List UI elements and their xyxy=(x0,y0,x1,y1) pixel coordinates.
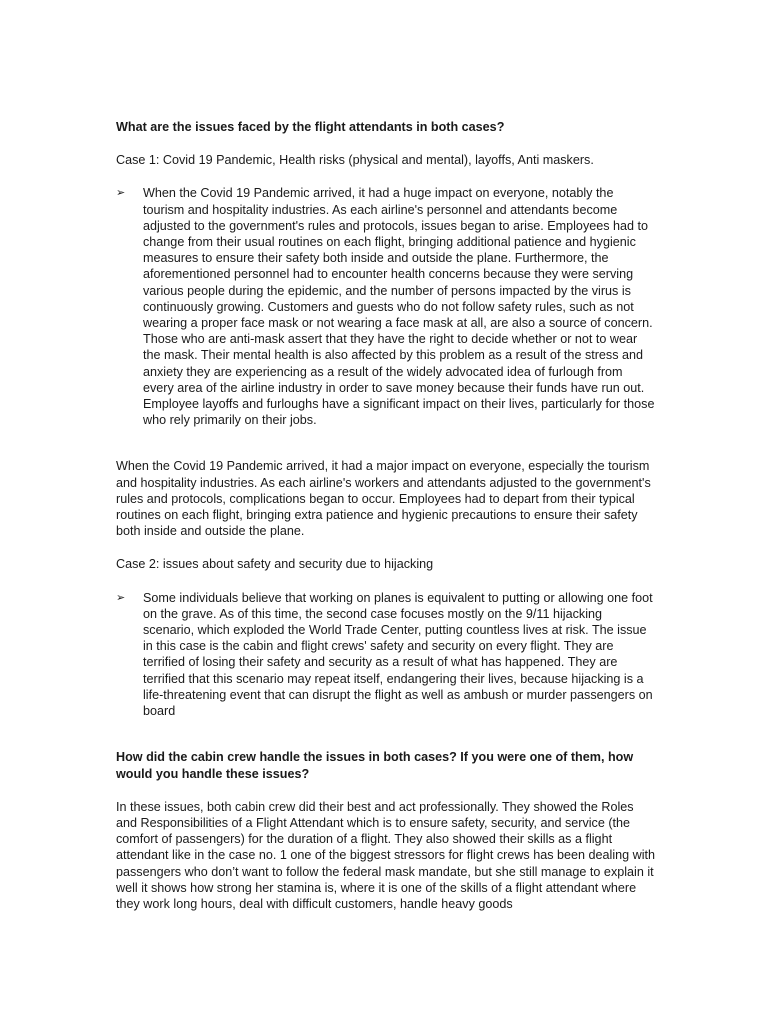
question-1-heading: What are the issues faced by the flight attendants in both cases? xyxy=(116,120,505,134)
arrow-bullet-icon: ➢ xyxy=(116,590,126,604)
document-page xyxy=(116,119,656,912)
question-2-paragraph: In these issues, both cabin crew did their best and act professionally. They showed the Roles and Responsibilities of a Flight Attendant which is to ensure safety, security, and service (the comfort of passengers) for the duration of a flight. They also showed their skills as a flight attendant like in the case no. 1 one of the biggest stressors for flight crews has been dealing with passengers who don’t want to follow the federal mask mandate, but she still manage to explain it well it shows how strong her stamina is, where it is one of the skills of a flight attendant where they work long hours, deal with difficult customers, handle heavy goods xyxy=(116,799,656,911)
case-2-bullet-text: Some individuals believe that working on planes is equivalent to putting or allowing one foot on the grave. As of this time, the second case focuses mostly on the 9/11 hijacking scenario, which exploded the World Trade Center, putting countless lives at risk. The issue in this case is the cabin and flight crews' safety and security on every flight. They are terrified of losing their safety and security as a result of what has happened. They are terrified that this scenario may repeat itself, endangering their lives, because hijacking is a life-threatening event that can disrupt the flight as well as ambush or murder passengers on board xyxy=(143,590,653,719)
case-1-bullet-item xyxy=(116,185,656,428)
case-1-label: Case 1: Covid 19 Pandemic, Health risks (physical and mental), layoffs, Anti maskers. xyxy=(116,153,594,168)
arrow-bullet-icon: ➢ xyxy=(116,186,126,200)
question-2-heading: How did the cabin crew handle the issues in both cases? If you were one of them, how would you handle these issues? xyxy=(116,750,634,781)
case-2-bullet-item xyxy=(116,590,656,720)
case-2-label: Case 2: issues about safety and security due to hijacking xyxy=(116,557,434,572)
case-1-paragraph: When the Covid 19 Pandemic arrived, it had a major impact on everyone, especially the tourism and hospitality industries. As each airline's workers and attendants adjusted to the government's rules and protocols, complications began to occur. Employees had to depart from their typical routines on each flight, bringing extra patience and hygienic precautions to ensure their safety both inside and outside the plane. xyxy=(116,459,651,539)
case-1-bullet-text: When the Covid 19 Pandemic arrived, it had a huge impact on everyone, notably the tourism and hospitality industries. As each airline's personnel and attendants become adjusted to the government's rules and protocols, issues began to arise. Employees had to change from their usual routines on each flight, bringing additional patience and hygienic measures to ensure their safety both inside and outside the plane. Furthermore, the aforementioned personnel had to encounter health concerns because they were serving various people during the epidemic, and the number of persons impacted by the virus is continuously growing. Customers and guests who do not follow safety rules, such as not wearing a proper face mask or not wearing a face mask at all, are also a source of concern. Those who are anti-mask assert that they have the right to decide whether or not to wear the mask. Their mental health is also affected by this problem as a result of the stress and anxiety they are experiencing as a result of the widely advocated idea of furlough from every area of the airline industry in order to save money because their funds have run out. Employee layoffs and furloughs have a significant impact on their lives, particularly for those who rely primarily on their jobs. xyxy=(143,186,655,428)
